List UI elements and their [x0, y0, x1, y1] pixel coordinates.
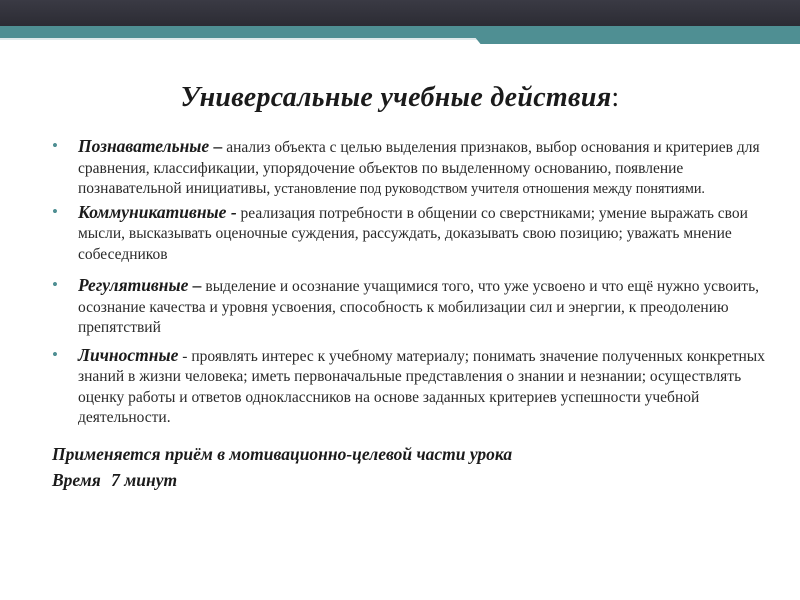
- bullet-item-communicative: [52, 202, 772, 266]
- time-label: Время: [52, 469, 101, 490]
- item-text-small: установление под руководством учителя отношения между понятиями.: [274, 181, 705, 197]
- item-term: Регулятивные –: [78, 275, 202, 295]
- bullet-item-personal: [52, 345, 772, 429]
- item-text: анализ объекта с целью выделения признаков, выбор основания и критериев для сравнения, классификации, упорядочение объектов по выделенному основанию, появление познавательной инициативы,: [78, 139, 760, 197]
- item-term: Коммуникативные -: [78, 201, 237, 222]
- header-dark-bar: [0, 0, 800, 26]
- slide-title-text: Универсальные учебные действия: [180, 82, 612, 113]
- bullet-icon: •: [52, 201, 58, 221]
- time-value: 7 минут: [111, 469, 178, 490]
- bullet-item-regulatory: [52, 275, 772, 339]
- slide-content: [52, 136, 772, 493]
- time-line: [52, 467, 772, 493]
- bullet-icon: •: [52, 136, 58, 155]
- bullet-icon: •: [52, 344, 58, 364]
- item-term: Личностные: [78, 344, 179, 365]
- bullet-item-cognitive: [52, 136, 772, 200]
- item-text: - проявлять интерес к учебному материалу; понимать значение полученных конкретных знаний в жизни человека; иметь первоначальные представления о знании и незнании; осуществлять оценку работы и ответов одноклассников на основе заданных критериев успешности учебной деятельности.: [78, 347, 765, 426]
- slide-title-colon: :: [611, 82, 620, 113]
- header-teal-tab: [474, 36, 800, 44]
- item-text: выделение и осознание учащимися того, что уже усвоено и что ещё нужно усвоить, осознание качества и уровня усвоения, способность к мобилизации сил и энергии, к преодолению препятствий: [78, 278, 760, 336]
- bullet-icon: •: [52, 275, 58, 294]
- item-term: Познавательные –: [78, 136, 223, 156]
- closing-line: Применяется приём в мотивационно-целевой части урока: [52, 443, 513, 464]
- item-text: реализация потребности в общении со сверстниками; умение выражать свои мысли, высказывать оценочные суждения, рассуждать, доказывать свою позицию; уважать мнение собеседников: [78, 204, 748, 263]
- slide-title: [0, 82, 800, 114]
